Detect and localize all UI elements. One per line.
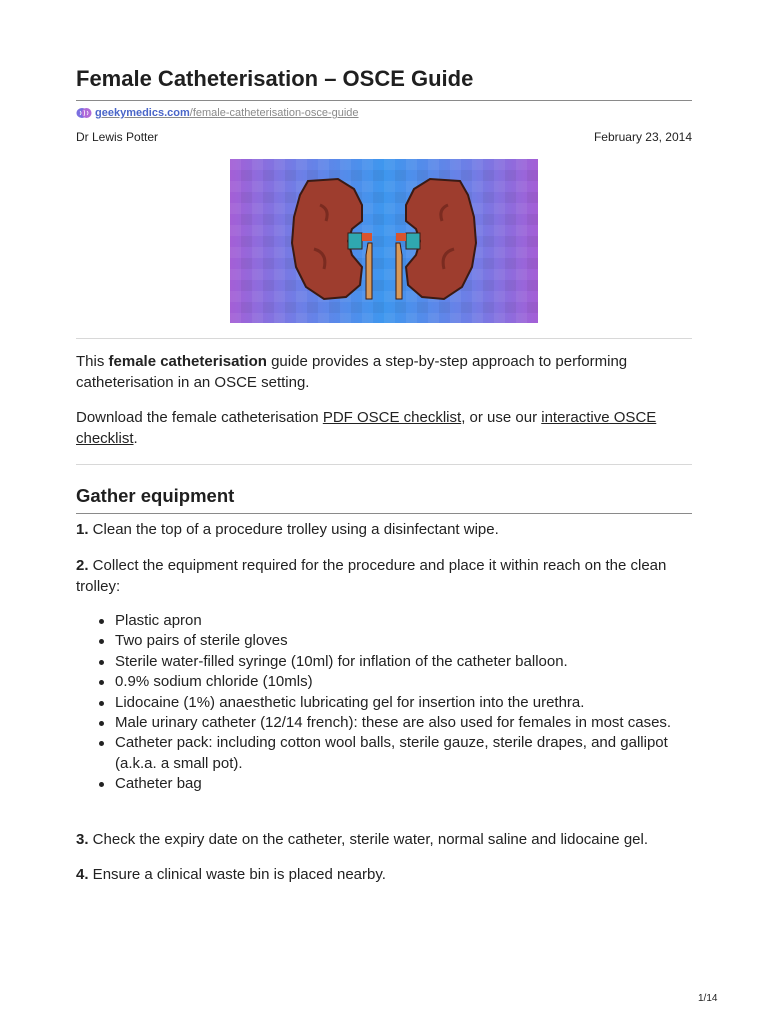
- source-link-row: [76, 107, 359, 119]
- interactive-checklist-link[interactable]: interactive OSCE checklist: [76, 409, 657, 447]
- step-2: 2. Collect the equipment required for the procedure and place it within reach on the clean trolley:: [76, 557, 667, 595]
- pdf-checklist-link[interactable]: PDF OSCE checklist: [322, 409, 462, 426]
- list-item: Plastic apron: [115, 611, 692, 631]
- title-divider: [76, 100, 692, 101]
- list-item: Sterile water-filled syringe (10ml) for inflation of the catheter balloon.: [115, 652, 692, 672]
- intro-paragraph: This female catheterisation guide provides a step-by-step approach to performing catheterisation in an OSCE setting.: [76, 353, 628, 391]
- list-item: Two pairs of sterile gloves: [115, 631, 692, 651]
- page-number: 1/14: [698, 993, 718, 1004]
- list-item: Catheter bag: [115, 774, 692, 794]
- step-1: 1. Clean the top of a procedure trolley using a disinfectant wipe.: [76, 521, 499, 538]
- kidneys-hero-image: [230, 159, 538, 323]
- intro-divider-top: [76, 338, 692, 339]
- publish-date: February 23, 2014: [593, 130, 692, 144]
- list-item: 0.9% sodium chloride (10mls): [115, 672, 692, 692]
- section-divider: [76, 513, 692, 514]
- source-url-link[interactable]: geekymedics.com/female-catheterisation-osce-guide: [95, 107, 359, 119]
- brain-icon: [76, 107, 92, 119]
- step-3: 3. Check the expiry date on the catheter, sterile water, normal saline and lidocaine gel.: [76, 831, 649, 848]
- list-item: Male urinary catheter (12/14 french): these are also used for females in most cases.: [115, 713, 692, 733]
- page-title: Female Catheterisation – OSCE Guide: [76, 66, 474, 91]
- step-4: 4. Ensure a clinical waste bin is placed nearby.: [76, 866, 386, 883]
- equipment-list: [76, 611, 692, 795]
- download-paragraph: Download the female catheterisation PDF OSCE checklist, or use our interactive OSCE checklist.: [76, 409, 657, 447]
- intro-divider-bottom: [76, 464, 692, 465]
- list-item: Lidocaine (1%) anaesthetic lubricating gel for insertion into the urethra.: [115, 693, 692, 713]
- author-name: Dr Lewis Potter: [76, 130, 159, 144]
- list-item: Catheter pack: including cotton wool balls, sterile gauze, sterile drapes, and gallipot (a.k.a. a small pot).: [115, 733, 692, 774]
- section-heading: Gather equipment: [76, 485, 235, 506]
